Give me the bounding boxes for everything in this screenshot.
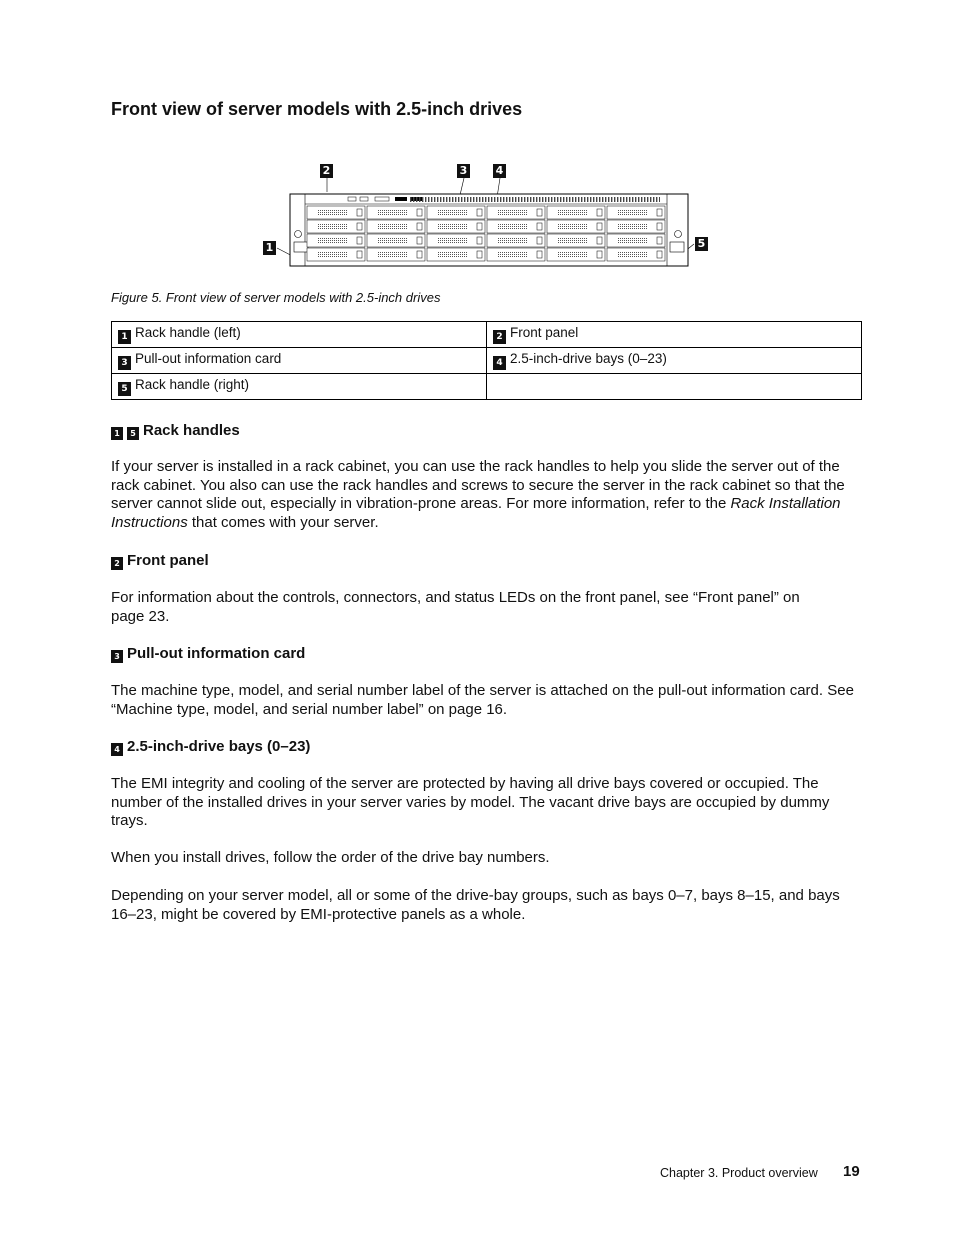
section-heading-text: Rack handles: [143, 422, 240, 439]
callout-badge: 1: [111, 427, 123, 440]
section-heading-info-card: [111, 645, 305, 663]
table-row: [112, 348, 862, 374]
table-cell-empty: [487, 374, 862, 400]
legend-label: Pull-out information card: [135, 351, 282, 366]
figure-callout-1: 1: [263, 241, 276, 255]
paragraph: When you install drives, follow the order of the drive bay numbers.: [111, 849, 550, 866]
section-heading-drive-bays: [111, 738, 310, 756]
section-heading-text: Pull-out information card: [127, 645, 306, 662]
footer-chapter: Chapter 3. Product overview: [660, 1166, 818, 1180]
paragraph-text: If your server is installed in a rack cabinet, you can use the rack handles to help you slide the server out of the rack cabinet. You also can use the rack handles and screws to secure the server in the rack cabinet so that the server cannot slide out, especially in vibration-prone areas. For more information, refer to the: [111, 458, 845, 513]
figure-callout-2: 2: [320, 164, 333, 178]
section-heading-rack-handles: [111, 422, 240, 440]
legend-label: Front panel: [510, 325, 579, 340]
table-cell: [112, 374, 487, 400]
figure-legend-table: [111, 321, 862, 400]
paragraph: [111, 458, 863, 533]
table-cell: [487, 348, 862, 374]
callout-badge: 4: [493, 356, 506, 370]
callout-badge: 3: [118, 356, 131, 370]
callout-badge: 5: [127, 427, 139, 440]
figure-callout-3: 3: [457, 164, 470, 178]
table-cell: [112, 322, 487, 348]
legend-label: 2.5-inch-drive bays (0–23): [510, 351, 667, 366]
emphasis-text: Rack Installation Instructions: [111, 495, 841, 532]
page-title: Front view of server models with 2.5-inch drives: [111, 99, 523, 119]
section-heading-text: Front panel: [127, 552, 209, 569]
paragraph-text: that comes with your server.: [187, 514, 379, 532]
footer-page-number: 19: [843, 1163, 860, 1180]
table-cell: [487, 322, 862, 348]
section-heading-front-panel: [111, 552, 209, 570]
paragraph: Depending on your server model, all or some of the drive-bay groups, such as bays 0–7, bays 8–15, and bays 16–23, might be covered by EMI-protective panels as a whole.: [111, 887, 840, 923]
server-chassis-drawing: [260, 160, 710, 270]
figure-callout-5: 5: [695, 237, 708, 251]
table-row: [112, 374, 862, 400]
section-heading-text: 2.5-inch-drive bays (0–23): [127, 738, 311, 755]
figure-callout-4: 4: [493, 164, 506, 178]
table-row: [112, 322, 862, 348]
legend-label: Rack handle (left): [135, 325, 241, 340]
paragraph: The machine type, model, and serial number label of the server is attached on the pull-out information card. See “Machine type, model, and serial number label” on page 16.: [111, 682, 854, 718]
legend-label: Rack handle (right): [135, 377, 250, 392]
callout-badge: 3: [111, 650, 123, 663]
server-front-figure: [260, 160, 710, 270]
callout-badge: 5: [118, 382, 131, 396]
paragraph: For information about the controls, connectors, and status LEDs on the front panel, see “Front panel” on page 23.: [111, 589, 800, 625]
callout-badge: 1: [118, 330, 131, 344]
paragraph: The EMI integrity and cooling of the server are protected by having all drive bays covered or occupied. The number of the installed drives in your server varies by model. The vacant drive bays are occupied by dummy trays.: [111, 775, 830, 830]
callout-badge: 2: [111, 557, 123, 570]
callout-badge: 2: [493, 330, 506, 344]
callout-badge: 4: [111, 743, 123, 756]
table-cell: [112, 348, 487, 374]
figure-caption: Figure 5. Front view of server models with 2.5-inch drives: [111, 290, 441, 305]
